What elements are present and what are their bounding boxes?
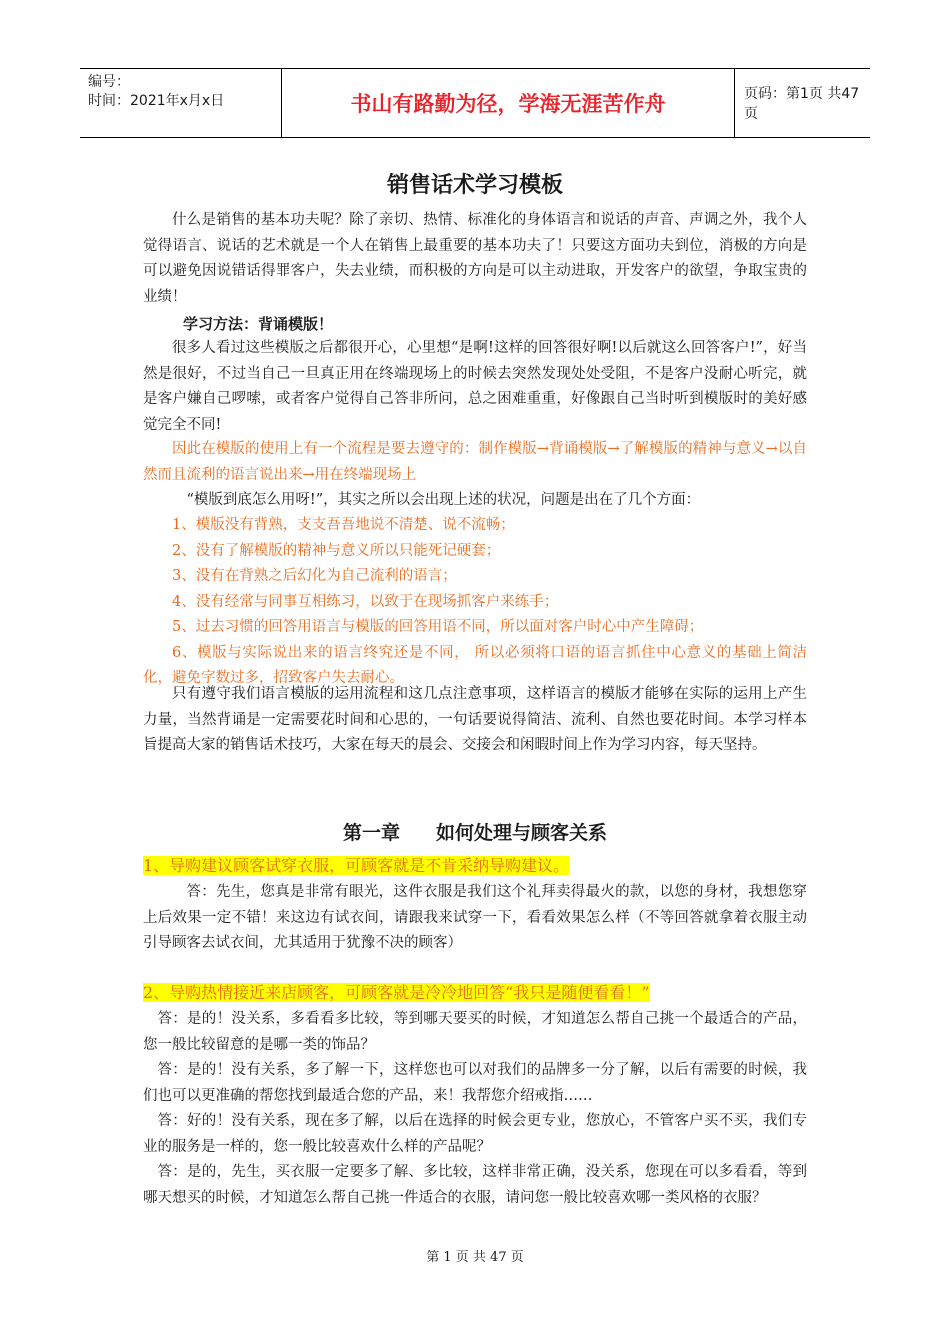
list-item: 5、过去习惯的回答用语言与模版的回答用语不同，所以面对客户时心中产生障碍； (172, 619, 704, 635)
answer-1: 答：先生，您真是非常有眼光，这件衣服是我们这个礼拜卖得最火的款，以您的身材，我想您穿上后效果一定不错！来这边有试衣间，请跟我来试穿一下，看看效果怎么样（不等回答就拿着衣服主动引导顾客去试衣间，尤其适用于犹豫不决的顾客） (143, 884, 807, 951)
header-page-label: 页码：第1页 共47页 (744, 86, 860, 122)
list-item: 2、没有了解模版的精神与意义所以只能死记硬套； (172, 542, 501, 559)
flow-paragraph: 因此在模版的使用上有一个流程是要去遵守的：制作模版→背诵模版→了解模版的精神与意义→以自然而且流利的语言说出来→用在终端现场上 (143, 441, 807, 483)
list-item: 3、没有在背熟之后幻化为自己流利的语言； (172, 568, 457, 584)
answer-item: 答：好的！没有关系，现在多了解，以后在选择的时候会更专业，您放心，不管客户买不买，我们专业的服务是一样的，您一般比较喜欢什么样的产品呢？ (143, 1113, 807, 1155)
points-list (143, 513, 807, 692)
experience-paragraph: 很多人看过这些模版之后都很开心，心里想“是啊!这样的回答很好啊!以后就这么回答客户!”，好当然是很好，不过当自己一旦真正用在终端现场上的时候去突然发现处处受阻，不是客户没耐心听完，就是客户嫌自己啰嗦，或者客户觉得自己答非所问，总之困难重重，好像跟自己当时听到模版时的美好感觉完全不同! (143, 340, 807, 433)
question-2-text: 2、导购热情接近来店顾客，可顾客就是冷冷地回答“我只是随便看看！” (143, 983, 650, 1002)
question-paragraph: “模版到底怎么用呀!”，其实之所以会出现上述的状况，问题是出在了几个方面： (186, 492, 701, 508)
chapter-heading (0, 818, 950, 845)
answer-item: 答：是的，先生，买衣服一定要多了解、多比较，这样非常正确，没关系，您现在可以多看看，等到哪天想买的时候，才知道怎么帮自己挑一件适合的衣服，请问您一般比较喜欢哪一类风格的衣服？ (143, 1164, 807, 1206)
list-item: 6、模版与实际说出来的语言终究还是不同， 所以必须将口语的语言抓住中心意义的基础上简洁化，避免字数过多，招致客户失去耐心。 (143, 644, 807, 686)
page-footer: 第 1 页 共 47 页 (426, 1250, 524, 1265)
list-item: 1、模版没有背熟，支支吾吾地说不清楚、说不流畅； (172, 517, 515, 533)
question-1 (143, 853, 807, 881)
question-2 (143, 980, 807, 1008)
header-table (80, 68, 870, 138)
conclusion-paragraph: 只有遵守我们语言模版的运用流程和这几点注意事项，这样语言的模版才能够在实际的运用上产生力量，当然背诵是一定需要花时间和心思的，一句话要说得简洁、流利、自然也要花时间。本学习样本旨提高大家的销售话术技巧，大家在每天的晨会、交接会和闲暇时间上作为学习内容，每天坚持。 (143, 686, 807, 753)
time-label: 时间：2021年x月x日 (88, 93, 225, 109)
method-heading: 学习方法：背诵模版！ (183, 315, 334, 333)
chapter-name: 如何处理与顾客关系 (436, 822, 608, 844)
answer-item: 答：是的！没有关系，多了解一下，这样您也可以对我们的品牌多一分了解，以后有需要的时候，我们也可以更准确的帮您找到最适合您的产品，来！我帮您介绍戒指…… (143, 1062, 807, 1104)
document-title: 销售话术学习模板 (386, 173, 563, 198)
question-1-text: 1、导购建议顾客试穿衣服，可顾客就是不肯采纳导购建议。 (143, 856, 570, 875)
header-motto: 书山有路勤为径，学海无涯苦作舟 (282, 69, 735, 137)
answers-2 (143, 1007, 807, 1211)
chapter-number: 第一章 (342, 822, 400, 844)
header-meta-cell (80, 69, 282, 137)
number-label: 编号： (88, 74, 130, 90)
intro-paragraph: 什么是销售的基本功夫呢？除了亲切、热情、标准化的身体语言和说话的声音、声调之外，我个人觉得语言、说话的艺术就是一个人在销售上最重要的基本功夫了！只要这方面功夫到位，消极的方向是可以避免因说错话得罪客户，失去业绩，而积极的方向是可以主动进取，开发客户的欲望，争取宝贵的业绩！ (143, 212, 807, 305)
list-item: 4、没有经常与同事互相练习，以致于在现场抓客户来练手； (172, 593, 559, 610)
answer-item: 答：是的！没关系，多看看多比较，等到哪天要买的时候，才知道怎么帮自己挑一个最适合的产品，您一般比较留意的是哪一类的饰品？ (143, 1011, 807, 1053)
